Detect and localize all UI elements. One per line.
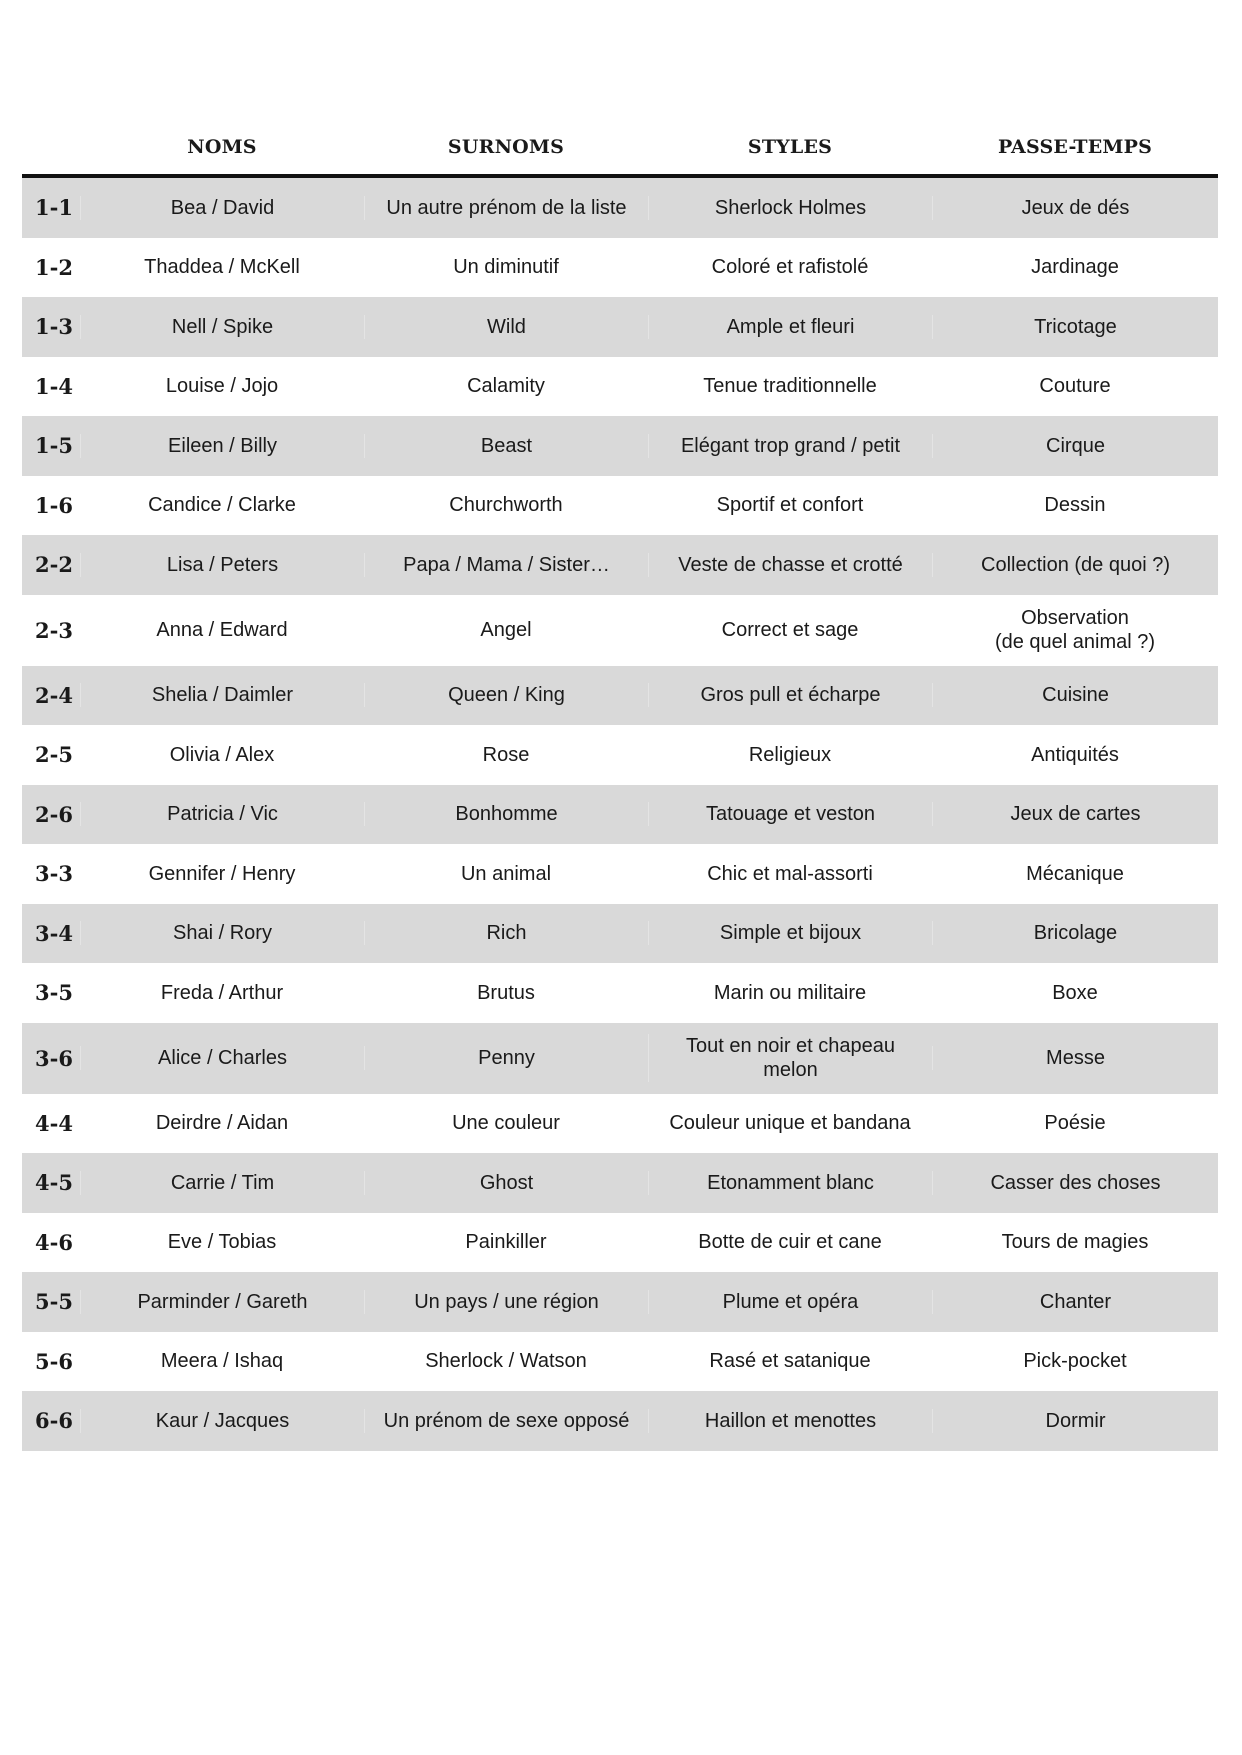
row-number: 1-4 (35, 373, 73, 399)
character-table (22, 126, 1218, 1451)
cell-styles: Tenue traditionnelle (703, 375, 877, 398)
table-row (22, 844, 1218, 904)
row-number: 1-6 (35, 492, 73, 518)
row-number: 3-4 (35, 920, 73, 946)
table-row (22, 1094, 1218, 1154)
row-number: 2-2 (35, 552, 73, 578)
cell-styles: Religieux (748, 743, 832, 766)
cell-surnoms: Churchworth (449, 494, 563, 517)
cell-surnoms: Rose (482, 743, 530, 766)
table-row (22, 1023, 1218, 1094)
cell-styles: Sportif et confort (716, 494, 864, 517)
cell-passe-temps: Observation (de quel animal ?) (994, 607, 1156, 653)
cell-passe-temps: Messe (932, 1046, 1218, 1070)
row-number: 2-6 (35, 801, 73, 827)
cell-surnoms: Calamity (467, 375, 545, 398)
cell-surnoms: Ghost (364, 1171, 648, 1195)
cell-styles: Haillon et menottes (648, 1409, 932, 1433)
cell-styles: Marin ou militaire (713, 981, 867, 1004)
cell-passe-temps: Dessin (1044, 494, 1106, 517)
row-number: 2-4 (35, 682, 73, 708)
cell-styles: Tatouage et veston (648, 802, 932, 826)
cell-surnoms: Angel (480, 619, 532, 641)
row-number: 1-1 (35, 195, 73, 221)
row-number: 5-5 (35, 1289, 73, 1315)
row-number: 1-2 (35, 254, 73, 280)
cell-styles: Veste de chasse et crotté (648, 553, 932, 577)
cell-surnoms: Une couleur (452, 1112, 560, 1135)
cell-styles: Couleur unique et bandana (669, 1112, 911, 1135)
cell-passe-temps: Cirque (932, 434, 1218, 458)
cell-noms: Shelia / Daimler (80, 683, 364, 707)
cell-passe-temps: Cuisine (932, 683, 1218, 707)
cell-passe-temps: Chanter (932, 1290, 1218, 1314)
cell-styles: Etonamment blanc (648, 1171, 932, 1195)
cell-passe-temps: Couture (1039, 375, 1111, 398)
row-number: 4-5 (35, 1170, 73, 1196)
cell-surnoms: Papa / Mama / Sister… (364, 553, 648, 577)
cell-surnoms: Bonhomme (364, 802, 648, 826)
cell-styles: Elégant trop grand / petit (648, 434, 932, 458)
cell-noms: Alice / Charles (80, 1046, 364, 1070)
cell-surnoms: Un diminutif (453, 256, 559, 279)
cell-styles: Plume et opéra (648, 1290, 932, 1314)
cell-noms: Carrie / Tim (80, 1171, 364, 1195)
table-row (22, 297, 1218, 357)
cell-noms: Lisa / Peters (80, 553, 364, 577)
table-row (22, 535, 1218, 595)
table-row (22, 357, 1218, 417)
cell-passe-temps: Boxe (1052, 981, 1098, 1004)
cell-noms: Patricia / Vic (80, 802, 364, 826)
cell-passe-temps: Bricolage (932, 921, 1218, 945)
row-number: 1-3 (35, 314, 73, 340)
row-number: 3-6 (35, 1045, 73, 1071)
table-row (22, 785, 1218, 845)
table-row (22, 238, 1218, 298)
cell-styles: Ample et fleuri (648, 315, 932, 339)
table-row (22, 963, 1218, 1023)
cell-passe-temps: Collection (de quoi ?) (932, 553, 1218, 577)
cell-noms: Eileen / Billy (80, 434, 364, 458)
row-number: 6-6 (35, 1408, 73, 1434)
cell-noms: Bea / David (80, 196, 364, 220)
cell-passe-temps: Poésie (1044, 1112, 1106, 1135)
table-row (22, 904, 1218, 964)
cell-styles: Simple et bijoux (648, 921, 932, 945)
cell-passe-temps: Casser des choses (932, 1171, 1218, 1195)
row-number: 4-4 (35, 1110, 73, 1136)
cell-noms: Deirdre / Aidan (155, 1112, 289, 1135)
cell-surnoms: Painkiller (465, 1231, 547, 1254)
table-row (22, 1391, 1218, 1451)
cell-passe-temps: Antiquités (1031, 743, 1119, 766)
cell-noms: Nell / Spike (80, 315, 364, 339)
cell-styles: Tout en noir et chapeau melon (648, 1034, 932, 1082)
table-row (22, 1332, 1218, 1392)
cell-passe-temps: Mécanique (1026, 862, 1124, 885)
cell-surnoms: Penny (364, 1046, 648, 1070)
header-styles: STYLES (747, 136, 833, 158)
cell-passe-temps: Tricotage (932, 315, 1218, 339)
cell-surnoms: Un animal (460, 862, 552, 885)
cell-noms: Candice / Clarke (148, 494, 296, 517)
cell-styles: Gros pull et écharpe (648, 683, 932, 707)
cell-noms: Meera / Ishaq (160, 1350, 284, 1373)
row-number: 4-6 (35, 1229, 73, 1255)
table-row (22, 1272, 1218, 1332)
cell-styles: Chic et mal-assorti (707, 862, 873, 885)
table-row (22, 1153, 1218, 1213)
cell-styles: Coloré et rafistolé (711, 256, 869, 279)
cell-passe-temps: Jeux de dés (932, 196, 1218, 220)
cell-passe-temps: Dormir (932, 1409, 1218, 1433)
cell-styles: Rasé et satanique (709, 1350, 871, 1373)
header-index (22, 147, 80, 153)
cell-surnoms: Un autre prénom de la liste (364, 196, 648, 220)
cell-styles: Sherlock Holmes (648, 196, 932, 220)
cell-noms: Freda / Arthur (160, 981, 284, 1004)
header-passe-temps: PASSE-TEMPS (997, 136, 1153, 158)
row-number: 3-3 (35, 861, 73, 887)
cell-noms: Kaur / Jacques (80, 1409, 364, 1433)
cell-styles: Correct et sage (721, 619, 859, 641)
cell-surnoms: Un prénom de sexe opposé (364, 1409, 648, 1433)
cell-noms: Parminder / Gareth (80, 1290, 364, 1314)
table-row (22, 1213, 1218, 1273)
cell-surnoms: Sherlock / Watson (425, 1350, 587, 1373)
cell-styles: Botte de cuir et cane (698, 1231, 882, 1254)
table-row (22, 595, 1218, 666)
cell-surnoms: Beast (364, 434, 648, 458)
table-row (22, 178, 1218, 238)
table-header (22, 126, 1218, 178)
cell-passe-temps: Pick-pocket (1023, 1350, 1127, 1373)
cell-passe-temps: Jeux de cartes (932, 802, 1218, 826)
header-noms: NOMS (187, 136, 257, 158)
table-row (22, 476, 1218, 536)
cell-surnoms: Rich (364, 921, 648, 945)
cell-noms: Eve / Tobias (167, 1231, 277, 1254)
row-number: 2-5 (35, 742, 73, 768)
cell-noms: Anna / Edward (156, 619, 288, 641)
header-surnoms: SURNOMS (447, 136, 565, 158)
row-number: 2-3 (35, 617, 73, 643)
cell-passe-temps: Jardinage (1031, 256, 1119, 279)
cell-noms: Gennifer / Henry (148, 862, 296, 885)
cell-noms: Thaddea / McKell (144, 256, 300, 279)
table-row (22, 416, 1218, 476)
row-number: 1-5 (35, 433, 73, 459)
cell-passe-temps: Tours de magies (1001, 1231, 1149, 1254)
table-row (22, 725, 1218, 785)
cell-noms: Louise / Jojo (165, 375, 279, 398)
cell-surnoms: Brutus (477, 981, 535, 1004)
cell-surnoms: Wild (364, 315, 648, 339)
table-row (22, 666, 1218, 726)
cell-surnoms: Un pays / une région (364, 1290, 648, 1314)
table-body (22, 178, 1218, 1451)
cell-surnoms: Queen / King (364, 683, 648, 707)
cell-noms: Olivia / Alex (169, 743, 275, 766)
cell-noms: Shai / Rory (80, 921, 364, 945)
row-number: 3-5 (35, 980, 73, 1006)
row-number: 5-6 (35, 1348, 73, 1374)
